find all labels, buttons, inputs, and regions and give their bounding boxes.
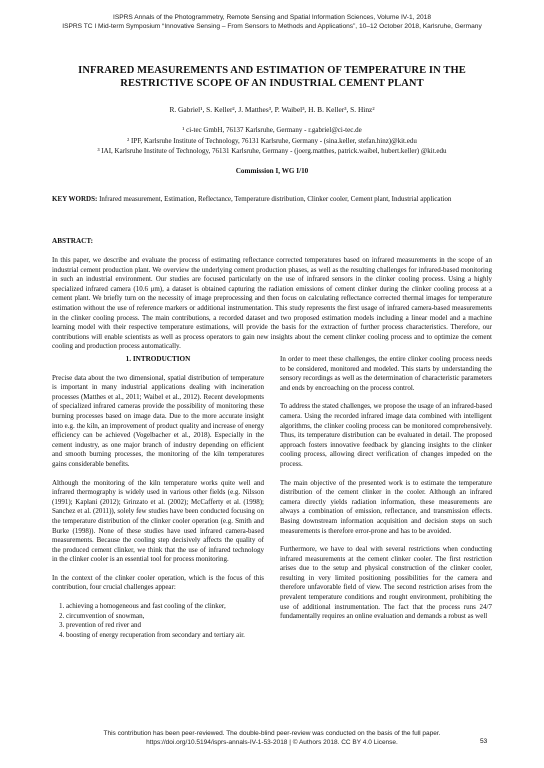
header-line-symposium: ISPRS TC I Mid-term Symposium “Innovative Sensing – From Sensors to Methods and Applications”, 10–12 October 2018, Karlsruhe, Germany (62, 23, 482, 30)
abstract-heading: ABSTRACT: (52, 237, 94, 245)
list-item: 1. achieving a homogeneous and fast cooling of the clinker, (66, 602, 264, 612)
list-item: 2. circumvention of snowman, (66, 612, 264, 622)
intro-paragraph-6: The main objective of the presented work is to estimate the temperature distribution of the cement clinker in the cooler. Although an infrared camera directly yields radiation information, these measurements are always a combination of emission, reflectance, and transmission effects. Basing downstream information acquisition and decision steps on such measurements is therefore error-prone and has to be avoided. (280, 478, 492, 535)
affiliations (40, 125, 504, 157)
keywords-label: KEY WORDS: (52, 195, 98, 203)
affiliation-1: ¹ ci-tec GmbH, 76137 Karlsruhe, Germany - r.gabriel@ci-tec.de (182, 126, 362, 134)
intro-paragraph-3: In the context of the clinker cooler operation, which is the focus of this contribution, four crucial challenges appear: (52, 573, 264, 592)
right-column (280, 355, 492, 631)
left-column (52, 355, 264, 640)
commission-label: Commission I, WG I/10 (235, 167, 309, 175)
intro-paragraph-2: Although the monitoring of the kiln temperature works quite well and infrared thermography is widely used in various other fields (e.g. Nilsson (1991); Kaplani (2012); Grinzato et al. (2002); McCafferty et al. (1998); Sanchez et al. (2011)), solely few studies have been conducted focusing on the temperature distribution of the clinker cooler operation (e.g. Smith and Burke (1998)). None of these studies have used infrared camera-based measurements. Because the cooling step decisively affects the quality of the produced cement clinker, we think that the use of infrared technology in the clinker cooler is an essential tool for process monitoring. (52, 478, 264, 564)
author-list: R. Gabriel¹, S. Keller², J. Matthes³, P. Waibel³, H. B. Keller³, S. Hinz² (169, 105, 375, 114)
page-footer (52, 729, 492, 747)
keywords-text: Infrared measurement, Estimation, Reflectance, Temperature distribution, Clinker cooler, Cement plant, Industrial application (97, 195, 452, 203)
intro-paragraph-4: In order to meet these challenges, the entire clinker cooling process needs to be considered, monitored and modeled. This starts by understanding the sensory recordings as well as the determination of characteristic parameters and ends by encroaching on the process control. (280, 355, 492, 392)
list-item: 4. boosting of energy recuperation from secondary and tertiary air. (66, 631, 264, 641)
challenge-list (52, 602, 264, 640)
intro-paragraph-7: Furthermore, we have to deal with several restrictions when conducting infrared measurements at the cement clinker cooler. The first restriction arises due to the setup and physical construction of the clinker cooler, resulting in very limited positioning possibilities for the camera and therefore unfavorable field of view. The second restriction arises from the prevalent temperature conditions and rought environment, prohibiting the use of additional instrumentation. The fact that the process runs 24/7 fundamentally requires an online evaluation and demands a robust as well (280, 545, 492, 621)
section-heading-introduction: 1. INTRODUCTION (125, 355, 191, 363)
affiliation-2: ² IPF, Karlsruhe Institute of Technology, 76131 Karlsruhe, Germany - (sina.keller, stefan.hinz)@kit.edu (127, 136, 417, 145)
footer-doi-link[interactable]: https://doi.org/10.5194/isprs-annals-IV-1-53-2018 | © Authors 2018. CC BY 4.0 License. (146, 739, 398, 746)
list-item: 3. prevention of red river and (66, 621, 264, 631)
intro-paragraph-1: Precise data about the two dimensional, spatial distribution of temperature is important in many industrial applications dealing with incineration processes (Matthes et al., 2011; Waibel et al., 2012). Recent developments of specialized infrared cameras provide the possibility of monitoring these burning processes based on image data. Due to the more accurate insight into e.g. the kiln, an improvement of product quality and increase of energy efficiency can be achieved (Vogelbacher et al., 2018). Especially in the cement industry, as one major branch of industry depending on efficient and smooth burning processes, the monitoring of the kiln temperatures gains considerable benefits. (52, 373, 264, 468)
abstract-text: In this paper, we describe and evaluate the process of estimating reflectance corrected temperatures based on infrared measurements in the scope of an industrial cement production plant. We overview the underlying cement production phases, as well as the resulting challenges for infrared-based monitoring in such an industrial environment. Our studies are focused particularly on the use of infrared sensors in the clinker cooling process. Using a highly specialized infrared camera (10.6 μm), a dataset is obtained capturing the radiation emissions of cement clinker during the clinker cooling process at a cement plant. We briefly turn on the necessity of image preprocessing and then focus on calculating reflectance corrected thermal images for temperature estimation without the use of reference markers or additional instrumentation. This study represents the first usage of infrared camera-based measurements in the clinker cooling process. The main contributions, a recorded dataset and two proposed estimation models including a linear model and a machine learning model with their respective temperature estimations, will provide the basis for the extraction of further process characteristics. Therefore, our contributions will enable scientists as well as process operators to gain new insights about the cement clinker cooling process and to optimize the cement cooling and production process automatically. (52, 256, 492, 351)
intro-paragraph-5: To address the stated challenges, we propose the usage of an infrared-based camera. Using the recorded infrared image data combined with intelligent algorithms, the clinker cooling process can be monitored comprehensively. Thus, its temperature distribution can be evaluated in detail. The proposed approach fosters innovative feedback by glancing insights to the clinker cooling process, allowing direct verification of changes impeded on the process. (280, 402, 492, 468)
running-header (40, 13, 504, 31)
footer-review-note: This contribution has been peer-reviewed. The double-blind peer-review was conducted on the basis of the full paper. (103, 730, 441, 737)
affiliation-3: ³ IAI, Karlsruhe Institute of Technology, 76131 Karlsruhe, Germany - (joerg.matthes, patrick.waibel, hubert.keller) @kit.edu (97, 147, 447, 155)
page-number: 53 (480, 738, 488, 745)
header-line-journal: ISPRS Annals of the Photogrammetry, Remote Sensing and Spatial Information Sciences, Volume IV-1, 2018 (112, 14, 432, 21)
paper-title: INFRARED MEASUREMENTS AND ESTIMATION OF TEMPERATURE IN THE RESTRICTIVE SCOPE OF AN INDUSTRIAL CEMENT PLANT (78, 65, 466, 89)
keywords-block (52, 195, 492, 205)
